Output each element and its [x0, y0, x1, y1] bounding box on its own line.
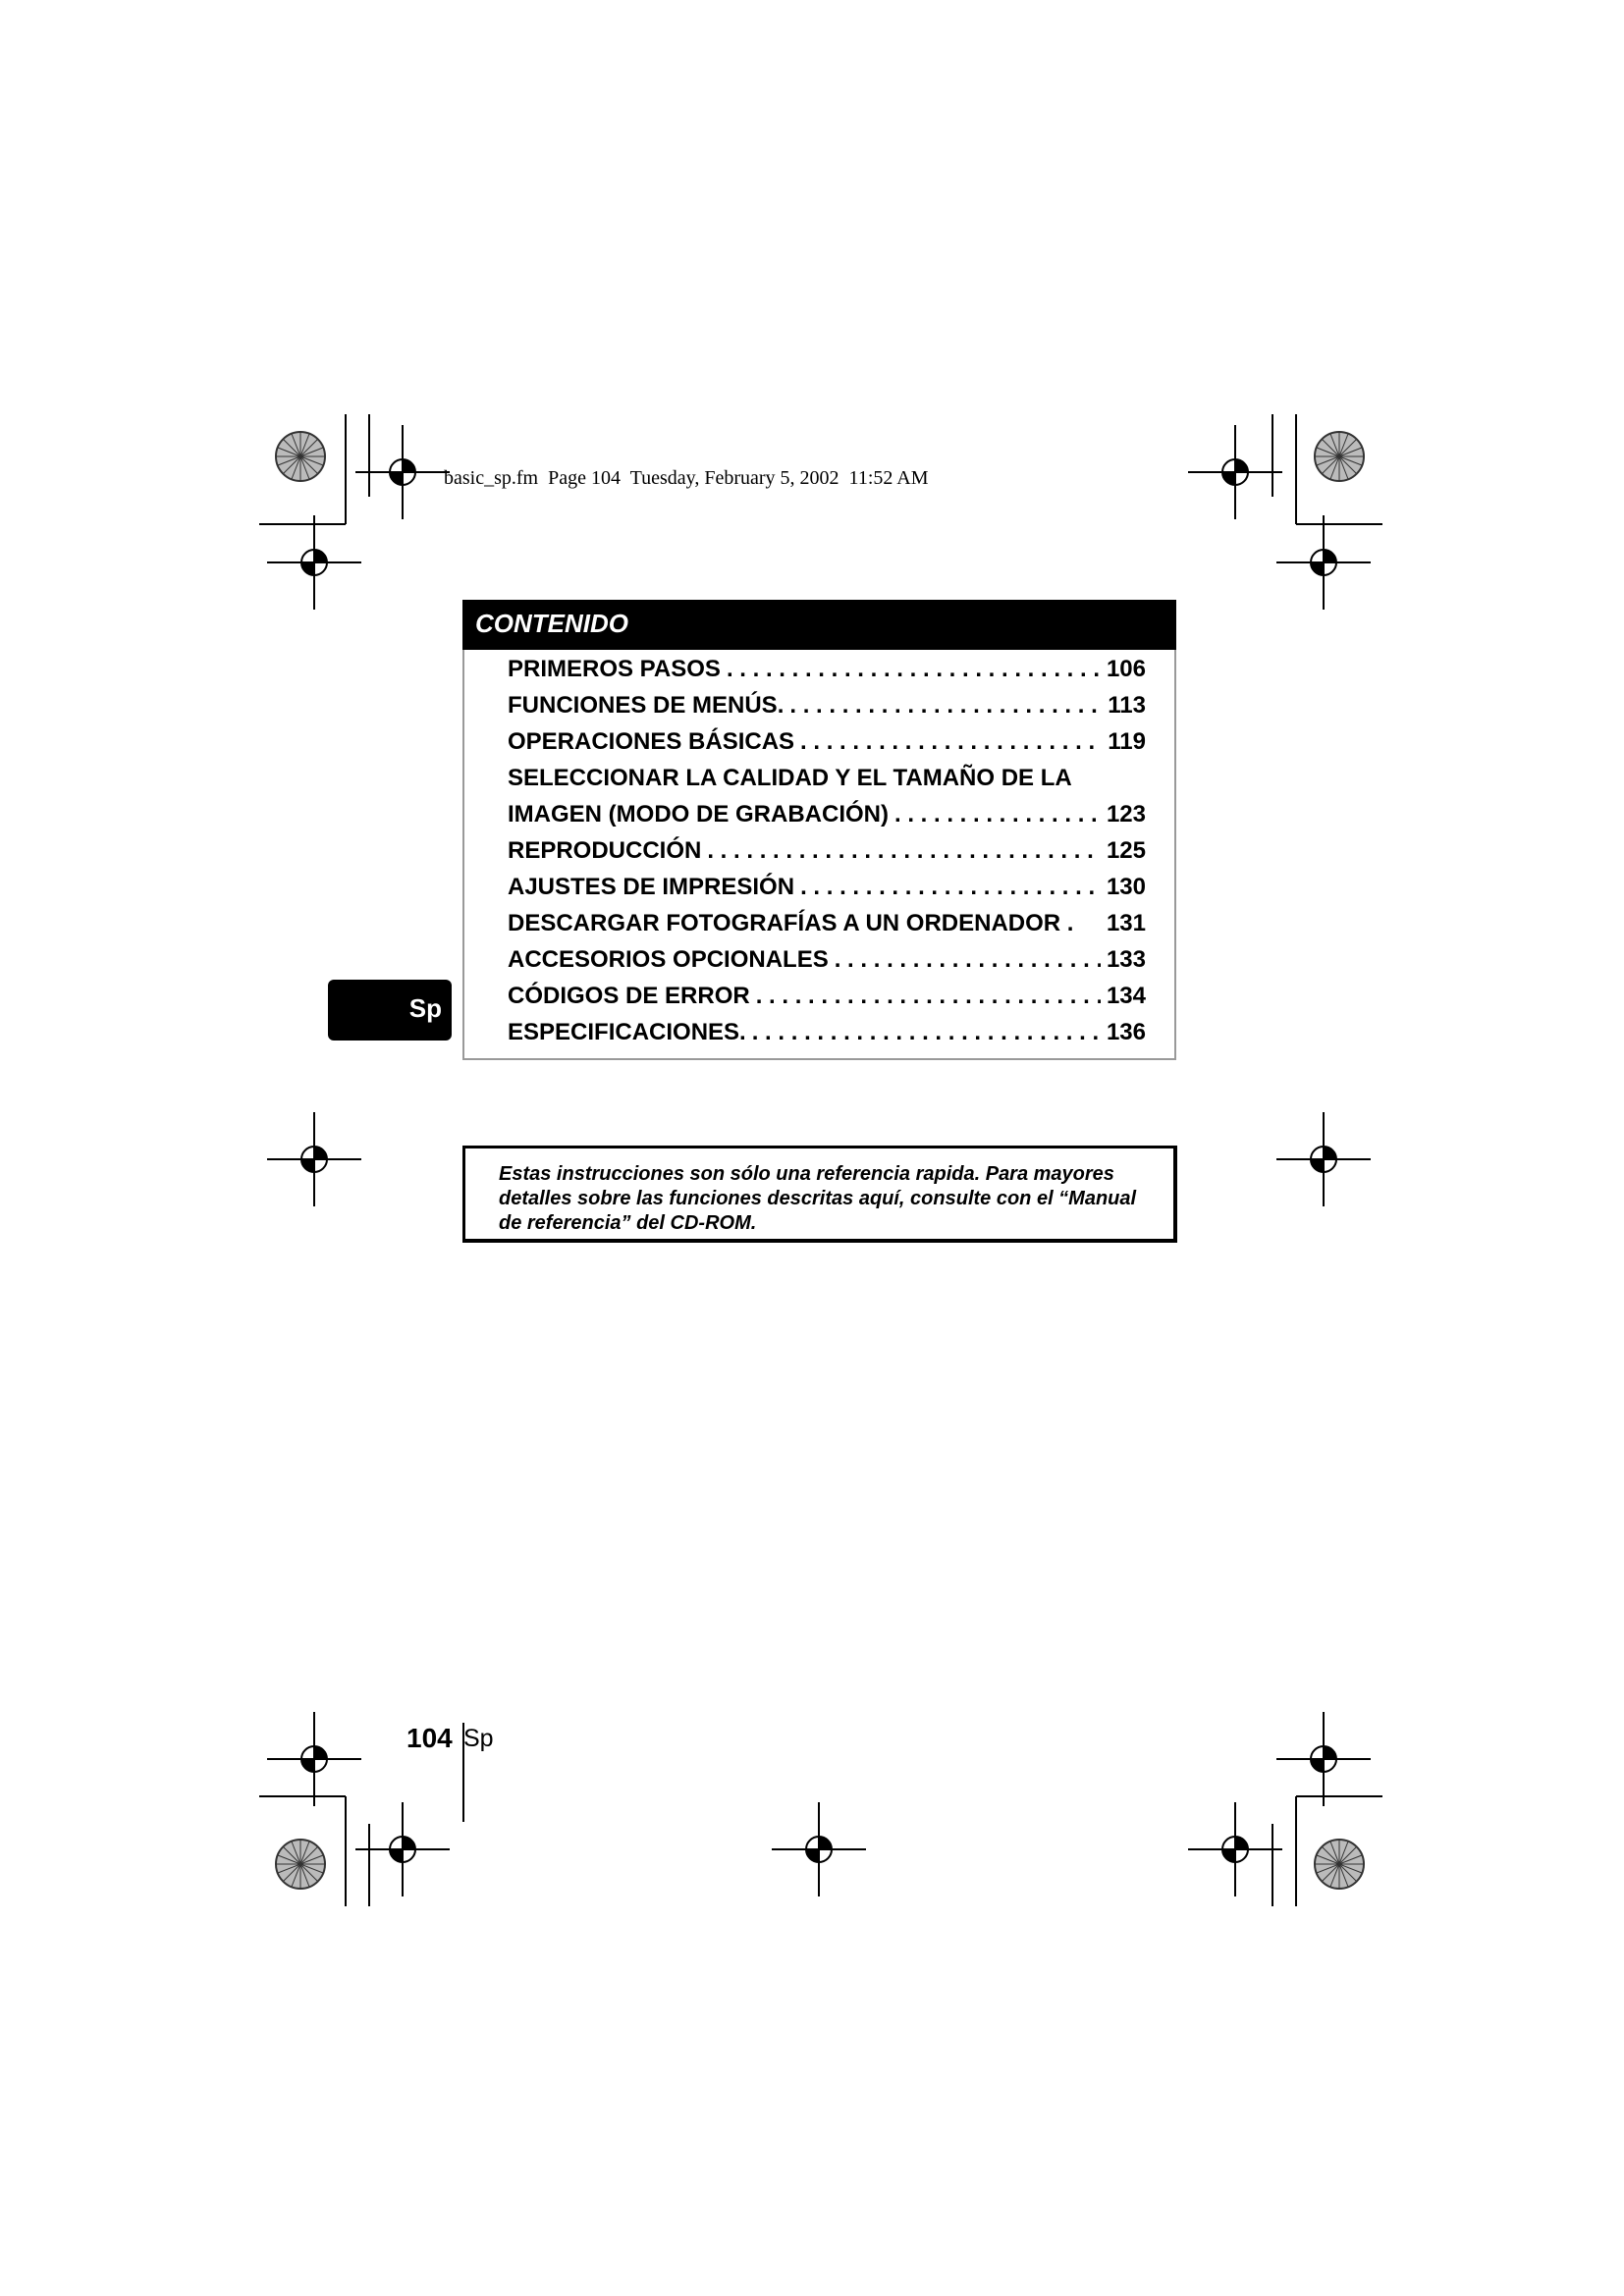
toc-entry[interactable]: [508, 983, 1146, 1016]
toc-entry[interactable]: [508, 692, 1146, 725]
toc-entry[interactable]: [508, 910, 1146, 943]
registration-target-icon: [1276, 1712, 1371, 1806]
registration-target-icon: [1276, 515, 1371, 610]
color-calibration-wheel-icon: [1315, 432, 1364, 481]
color-calibration-wheel-icon: [276, 432, 325, 481]
toc-entry[interactable]: [508, 728, 1146, 762]
toc-entry[interactable]: [508, 765, 1146, 798]
toc-entry-page: 131: [1106, 910, 1146, 936]
toc-entry-page: 106: [1106, 656, 1146, 682]
file-header-line: basic_sp.fm Page 104 Tuesday, February 5, 2002 11:52 AM: [444, 467, 929, 489]
toc-entry-label: REPRODUCCIÓN: [508, 837, 702, 864]
toc-entry-page: 136: [1106, 1019, 1146, 1045]
toc-leader-dots: [756, 983, 1101, 1010]
page-language: Sp: [463, 1725, 494, 1752]
contents-header: [462, 600, 1176, 650]
toc-entry[interactable]: [508, 874, 1146, 907]
toc-entry-page: 134: [1106, 983, 1146, 1009]
toc-entry[interactable]: [508, 1019, 1146, 1052]
registration-target-icon: [1188, 1802, 1282, 1896]
contents-title: CONTENIDO: [475, 609, 628, 638]
registration-target-icon: [267, 1712, 361, 1806]
toc-entry-label: PRIMEROS PASOS: [508, 656, 721, 682]
toc-entry[interactable]: [508, 946, 1146, 980]
toc-entry-label: FUNCIONES DE MENÚS.: [508, 692, 785, 719]
toc-leader-dots: [800, 874, 1101, 901]
toc-leader-dots: [800, 728, 1102, 756]
registration-target-icon: [1276, 1112, 1371, 1206]
toc-leader-dots: [789, 692, 1102, 720]
toc-entry-label: ESPECIFICACIONES.: [508, 1019, 746, 1045]
toc-leader-dots: [727, 656, 1101, 683]
registration-target-icon: [1188, 425, 1282, 519]
note-text: Estas instrucciones son sólo una referencia rapida. Para mayores detalles sobre las funciones descritas aquí, consulte con el “Manual de referencia” del CD-ROM.: [499, 1163, 1137, 1234]
toc-entry-label: CÓDIGOS DE ERROR: [508, 983, 750, 1009]
toc-entry-page: 125: [1106, 837, 1146, 864]
color-calibration-wheel-icon: [1315, 1840, 1364, 1889]
toc-entry-label: OPERACIONES BÁSICAS: [508, 728, 795, 755]
toc-entry[interactable]: [508, 837, 1146, 871]
toc-entry-page: 123: [1106, 801, 1146, 828]
registration-target-icon: [772, 1802, 866, 1896]
registration-target-icon: [267, 1112, 361, 1206]
toc-leader-dots: [707, 837, 1101, 865]
toc-entry[interactable]: [508, 656, 1146, 689]
page-number: 104: [406, 1723, 453, 1753]
language-tab: [328, 980, 452, 1041]
toc-entry[interactable]: [508, 801, 1146, 834]
toc-leader-dots: [752, 1019, 1101, 1046]
toc-entry-page: 130: [1106, 874, 1146, 900]
toc-leader-dots: [835, 946, 1101, 974]
language-tab-label: Sp: [408, 993, 442, 1023]
color-calibration-wheel-icon: [276, 1840, 325, 1889]
toc-entry-page: 113: [1108, 692, 1146, 719]
toc-entry-label: IMAGEN (MODO DE GRABACIÓN): [508, 801, 889, 828]
toc-entry-label: ACCESORIOS OPCIONALES: [508, 946, 829, 973]
registration-target-icon: [267, 515, 361, 610]
toc-entry-label: AJUSTES DE IMPRESIÓN: [508, 874, 795, 900]
toc-entry-label: DESCARGAR FOTOGRAFÍAS A UN ORDENADOR .: [508, 910, 1074, 936]
toc-entry-page: 133: [1106, 946, 1146, 973]
toc-leader-dots: [894, 801, 1101, 828]
toc-entry-label: SELECCIONAR LA CALIDAD Y EL TAMAÑO DE LA: [508, 765, 1072, 791]
note-box: [462, 1146, 1177, 1243]
toc-entry-page: 119: [1108, 728, 1146, 755]
